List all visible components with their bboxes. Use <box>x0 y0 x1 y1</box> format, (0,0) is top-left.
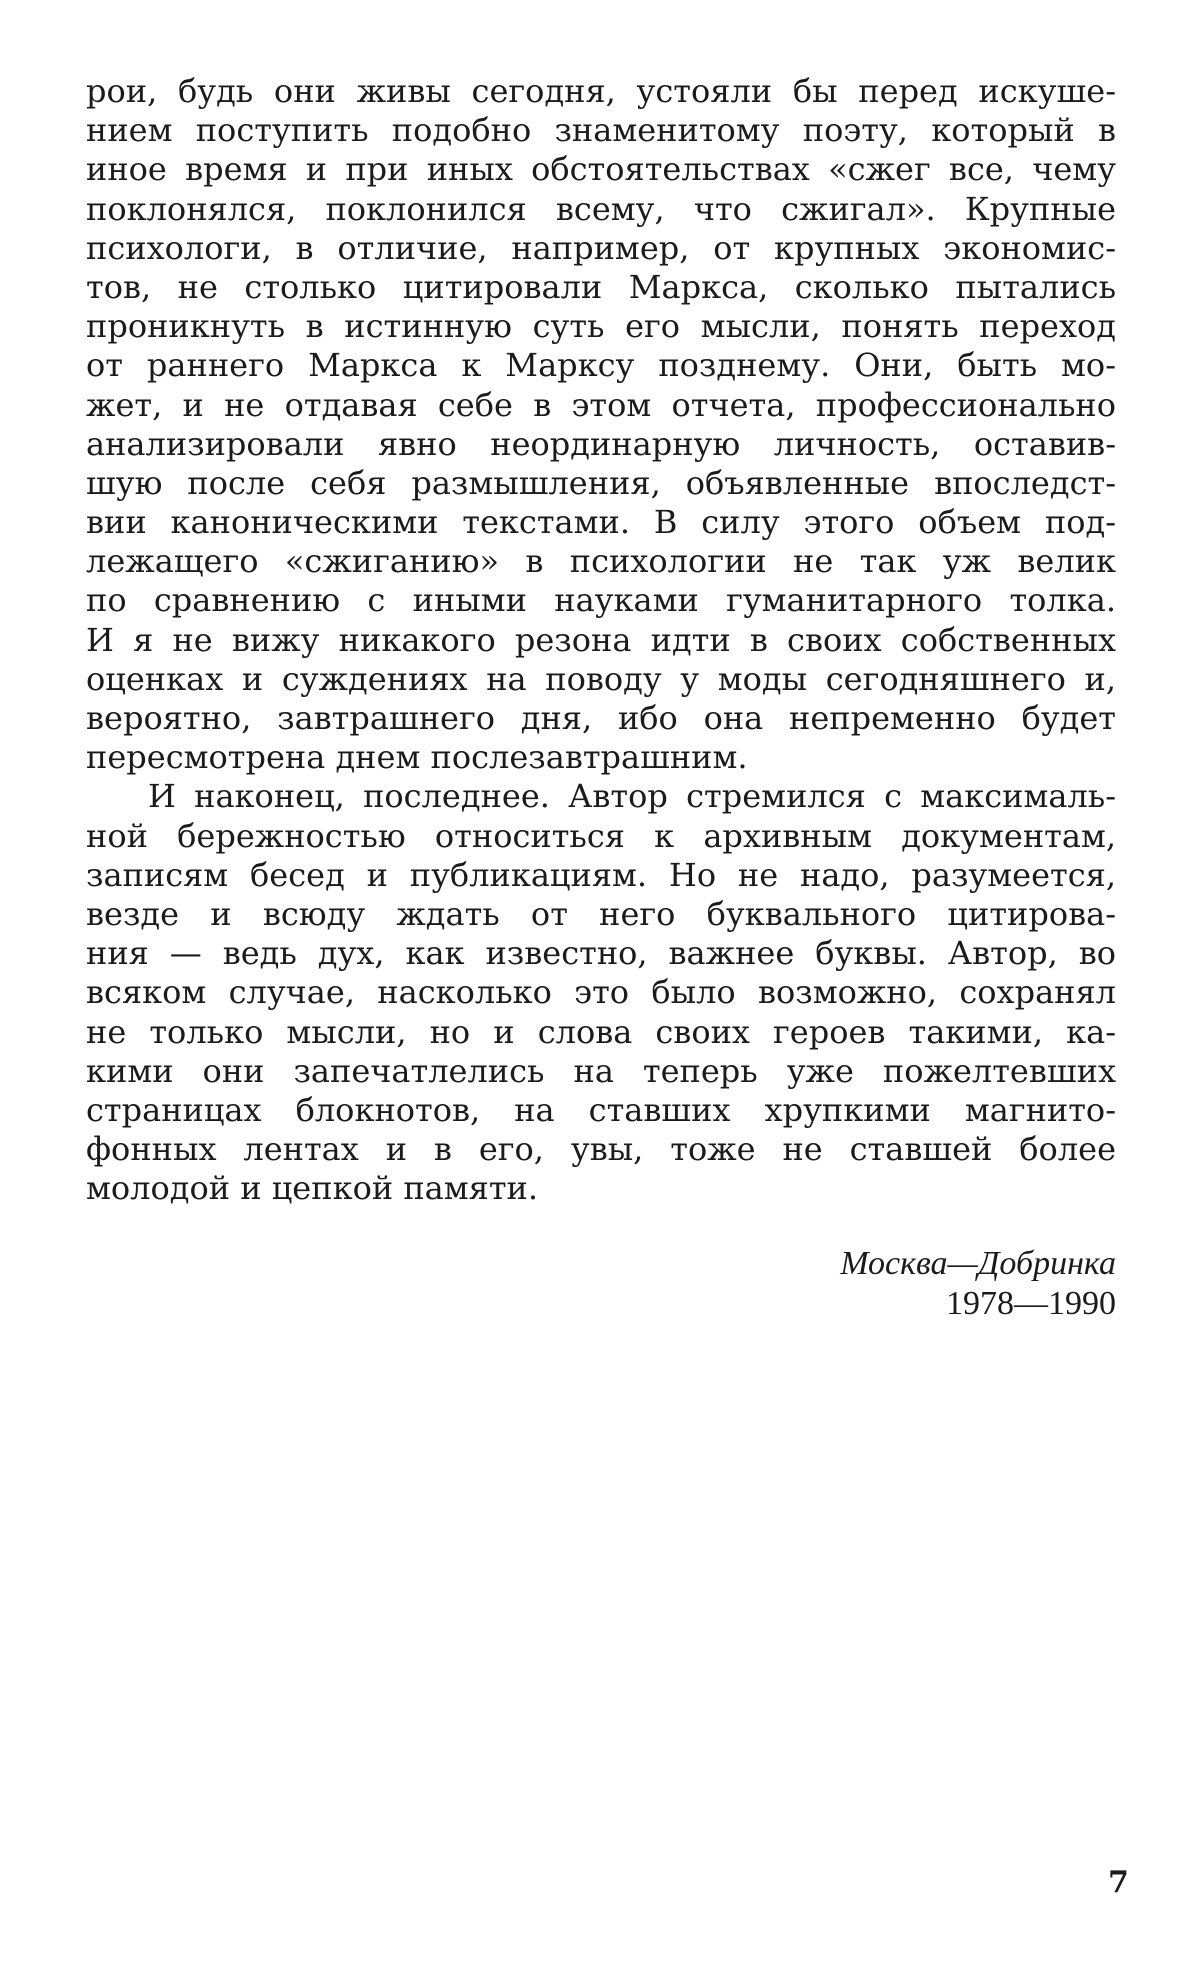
text-line: от раннего Маркса к Марксу позднему. Они, быть мо- <box>86 346 1116 385</box>
text-line: поклонялся, поклонился всему, что сжигал». Крупные <box>86 189 1116 228</box>
text-line: психологи, в отличие, например, от крупных экономис- <box>86 228 1116 267</box>
text-line: записям бесед и публикациям. Но не надо, разумеется, <box>86 855 1116 894</box>
text-line: везде и всюду ждать от него буквального цитирова- <box>86 894 1116 933</box>
signature-years: 1978—1990 <box>946 1285 1116 1323</box>
text-line: молодой и цепкой памяти. <box>86 1169 539 1208</box>
text-line: ной бережностью относиться к архивным документам, <box>86 816 1116 855</box>
text-line: кими они запечатлелись на теперь уже пожелтевших <box>86 1051 1116 1090</box>
text-line: оценках и суждениях на поводу у моды сегодняшнего и, <box>86 659 1116 698</box>
text-line: не только мысли, но и слова своих героев такими, ка- <box>86 1012 1116 1051</box>
text-line: тов, не столько цитировали Маркса, сколько пытались <box>86 267 1116 306</box>
text-line: по сравнению с иными науками гуманитарного толка. <box>86 581 1116 620</box>
text-line: рои, будь они живы сегодня, устояли бы перед искуше- <box>86 72 1116 110</box>
text-line: нием поступить подобно знаменитому поэту, который в <box>86 111 1116 150</box>
signature-block <box>86 1244 1116 1324</box>
text-line: И я не вижу никакого резона идти в своих собственных <box>86 620 1116 659</box>
paragraph-2 <box>86 777 1116 1208</box>
signature-place: Москва—Добринка <box>840 1245 1116 1283</box>
paragraph-1 <box>86 72 1116 777</box>
text-line: всяком случае, насколько это было возможно, сохранял <box>86 973 1116 1012</box>
text-line: лежащего «сжиганию» в психологии не так уж велик <box>86 542 1116 581</box>
text-line: вероятно, завтрашнего дня, ибо она непременно будет <box>86 699 1116 737</box>
page-body <box>86 72 1116 1324</box>
text-line: иное время и при иных обстоятельствах «сжег все, чему <box>86 150 1116 189</box>
text-line: жет, и не отдавая себе в этом отчета, профессионально <box>86 385 1116 424</box>
text-line: шую после себя размышления, объявленные впоследст- <box>86 463 1116 502</box>
text-line: вии каноническими текстами. В силу этого объем под- <box>86 503 1116 542</box>
page-number: 7 <box>1108 1865 1129 1900</box>
text-line: анализировали явно неординарную личность, оставив- <box>86 424 1116 463</box>
text-line: ния — ведь дух, как известно, важнее буквы. Автор, во <box>86 934 1116 973</box>
text-line: фонных лентах и в его, увы, тоже не ставшей более <box>86 1130 1116 1169</box>
text-line: проникнуть в истинную суть его мысли, понять переход <box>86 307 1116 346</box>
text-line: пересмотрена днем послезавтрашним. <box>86 738 748 777</box>
text-line: И наконец, последнее. Автор стремился с максималь- <box>148 777 1116 816</box>
text-line: страницах блокнотов, на ставших хрупкими магнито- <box>86 1090 1116 1129</box>
